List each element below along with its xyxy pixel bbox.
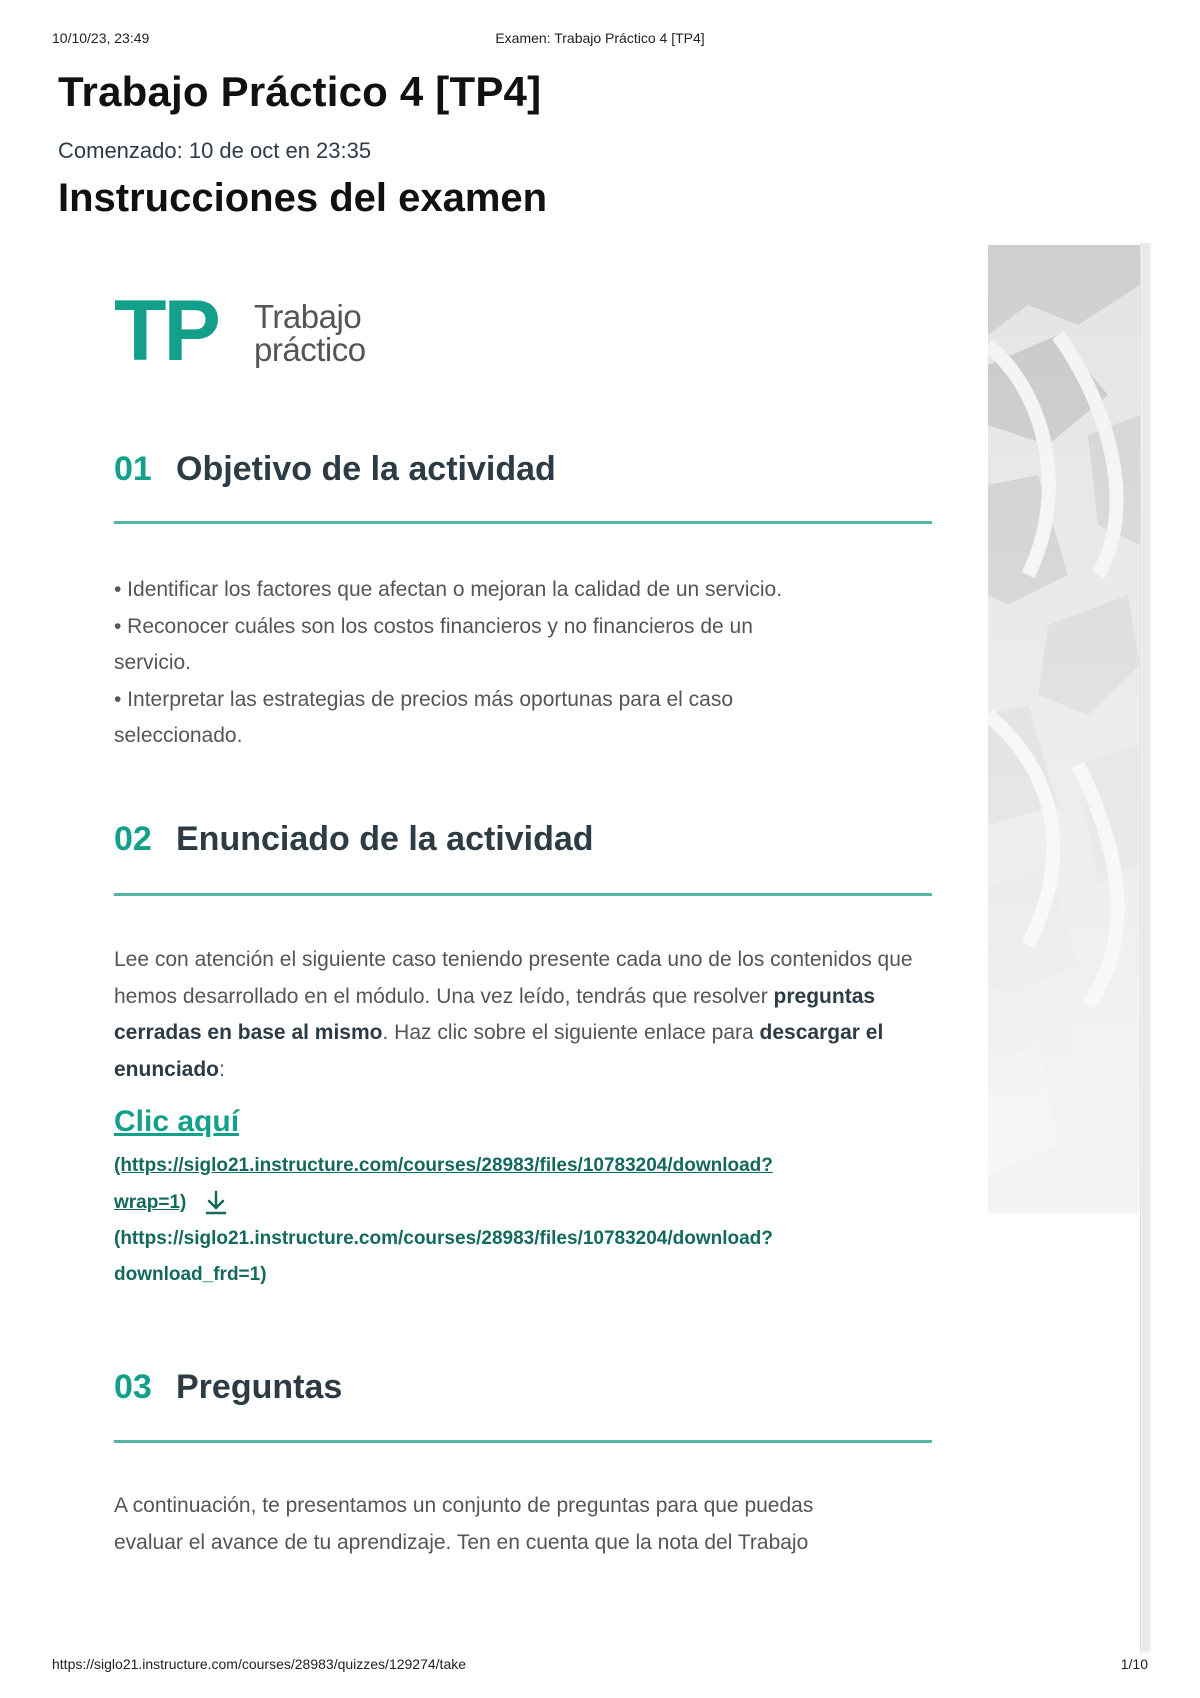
- logo-mark: TP: [114, 283, 218, 379]
- section-title: Enunciado de la actividad: [176, 820, 594, 858]
- tp-logo: [114, 283, 414, 379]
- print-page-number: 1/10: [1120, 1656, 1148, 1672]
- section-title: Objetivo de la actividad: [176, 450, 556, 488]
- download-link-url-direct[interactable]: [114, 1221, 934, 1258]
- statement-emphasis: preguntas cerradas en base al mismo: [114, 984, 876, 1044]
- statement-paragraph: [114, 942, 934, 1088]
- statement-emphasis: descargar el enunciado: [114, 1021, 884, 1081]
- questions-intro-line: A continuación, te presentamos un conjunto de preguntas para que puedas: [114, 1494, 814, 1517]
- objective-list: [114, 572, 934, 755]
- objective-item: • Interpretar las estrategias de precios más oportunas para el caso: [114, 687, 734, 711]
- download-link-url-direct-end[interactable]: [114, 1257, 934, 1294]
- page-title: Trabajo Práctico 4 [TP4]: [58, 68, 542, 115]
- section-number: 03: [114, 1368, 152, 1406]
- section-divider: [114, 1440, 932, 1443]
- architecture-pattern-graphic: [988, 245, 1140, 1213]
- logo-text-line-1: Trabajo: [254, 298, 362, 335]
- objective-item-continuation: seleccionado.: [114, 724, 243, 747]
- link-url-text[interactable]: (https://siglo21.instructure.com/courses/28983/files/10783204/download?: [114, 1155, 773, 1176]
- section-number: 02: [114, 820, 152, 858]
- link-url-text[interactable]: (https://siglo21.instructure.com/courses/28983/files/10783204/download?: [114, 1228, 773, 1249]
- quiz-started-timestamp: Comenzado: 10 de oct en 23:35: [58, 138, 372, 163]
- statement-text: Lee con atención el siguiente caso teniendo presente cada uno de los contenidos que hemos desarrollado en el módulo. Una vez leído, tendrás que resolver: [114, 948, 913, 1008]
- decorative-background-image: [988, 245, 1140, 1213]
- section-divider: [114, 893, 932, 896]
- logo-text-line-2: práctico: [254, 331, 366, 368]
- instructions-heading: Instrucciones del examen: [58, 176, 548, 220]
- link-url-text[interactable]: download_frd=1): [114, 1264, 267, 1285]
- logo-text: [254, 300, 414, 366]
- download-icon[interactable]: [204, 1190, 228, 1216]
- print-document-title: Examen: Trabajo Práctico 4 [TP4]: [495, 30, 705, 46]
- print-header: [52, 30, 1148, 50]
- print-datetime: 10/10/23, 23:49: [52, 30, 150, 46]
- section-heading-questions: [114, 1368, 932, 1408]
- link-url-text[interactable]: wrap=1): [114, 1192, 187, 1213]
- statement-text: :: [219, 1057, 225, 1081]
- section-heading-objective: [114, 450, 932, 490]
- content-scrollbar[interactable]: [1140, 243, 1151, 1653]
- download-link-url-wrap-end[interactable]: [114, 1185, 934, 1222]
- section-divider: [114, 521, 932, 524]
- statement-text: . Haz clic sobre el siguiente enlace para: [382, 1021, 760, 1044]
- print-page-url: https://siglo21.instructure.com/courses/28983/quizzes/129274/take: [52, 1656, 467, 1672]
- download-link-url-wrap[interactable]: [114, 1148, 934, 1185]
- questions-intro: [114, 1488, 934, 1561]
- section-number: 01: [114, 450, 152, 488]
- questions-intro-line: evaluar el avance de tu aprendizaje. Ten en cuenta que la nota del Trabajo: [114, 1530, 809, 1554]
- section-heading-statement: [114, 820, 932, 860]
- objective-item: • Identificar los factores que afectan o mejoran la calidad de un servicio.: [114, 578, 783, 601]
- objective-item-continuation: servicio.: [114, 651, 192, 674]
- objective-item: • Reconocer cuáles son los costos financieros y no financieros de un: [114, 614, 753, 638]
- section-title: Preguntas: [176, 1368, 343, 1406]
- download-statement-link[interactable]: Clic aquí: [114, 1105, 240, 1138]
- scrollbar-thumb[interactable]: [1142, 243, 1149, 1651]
- print-footer: [52, 1656, 1148, 1676]
